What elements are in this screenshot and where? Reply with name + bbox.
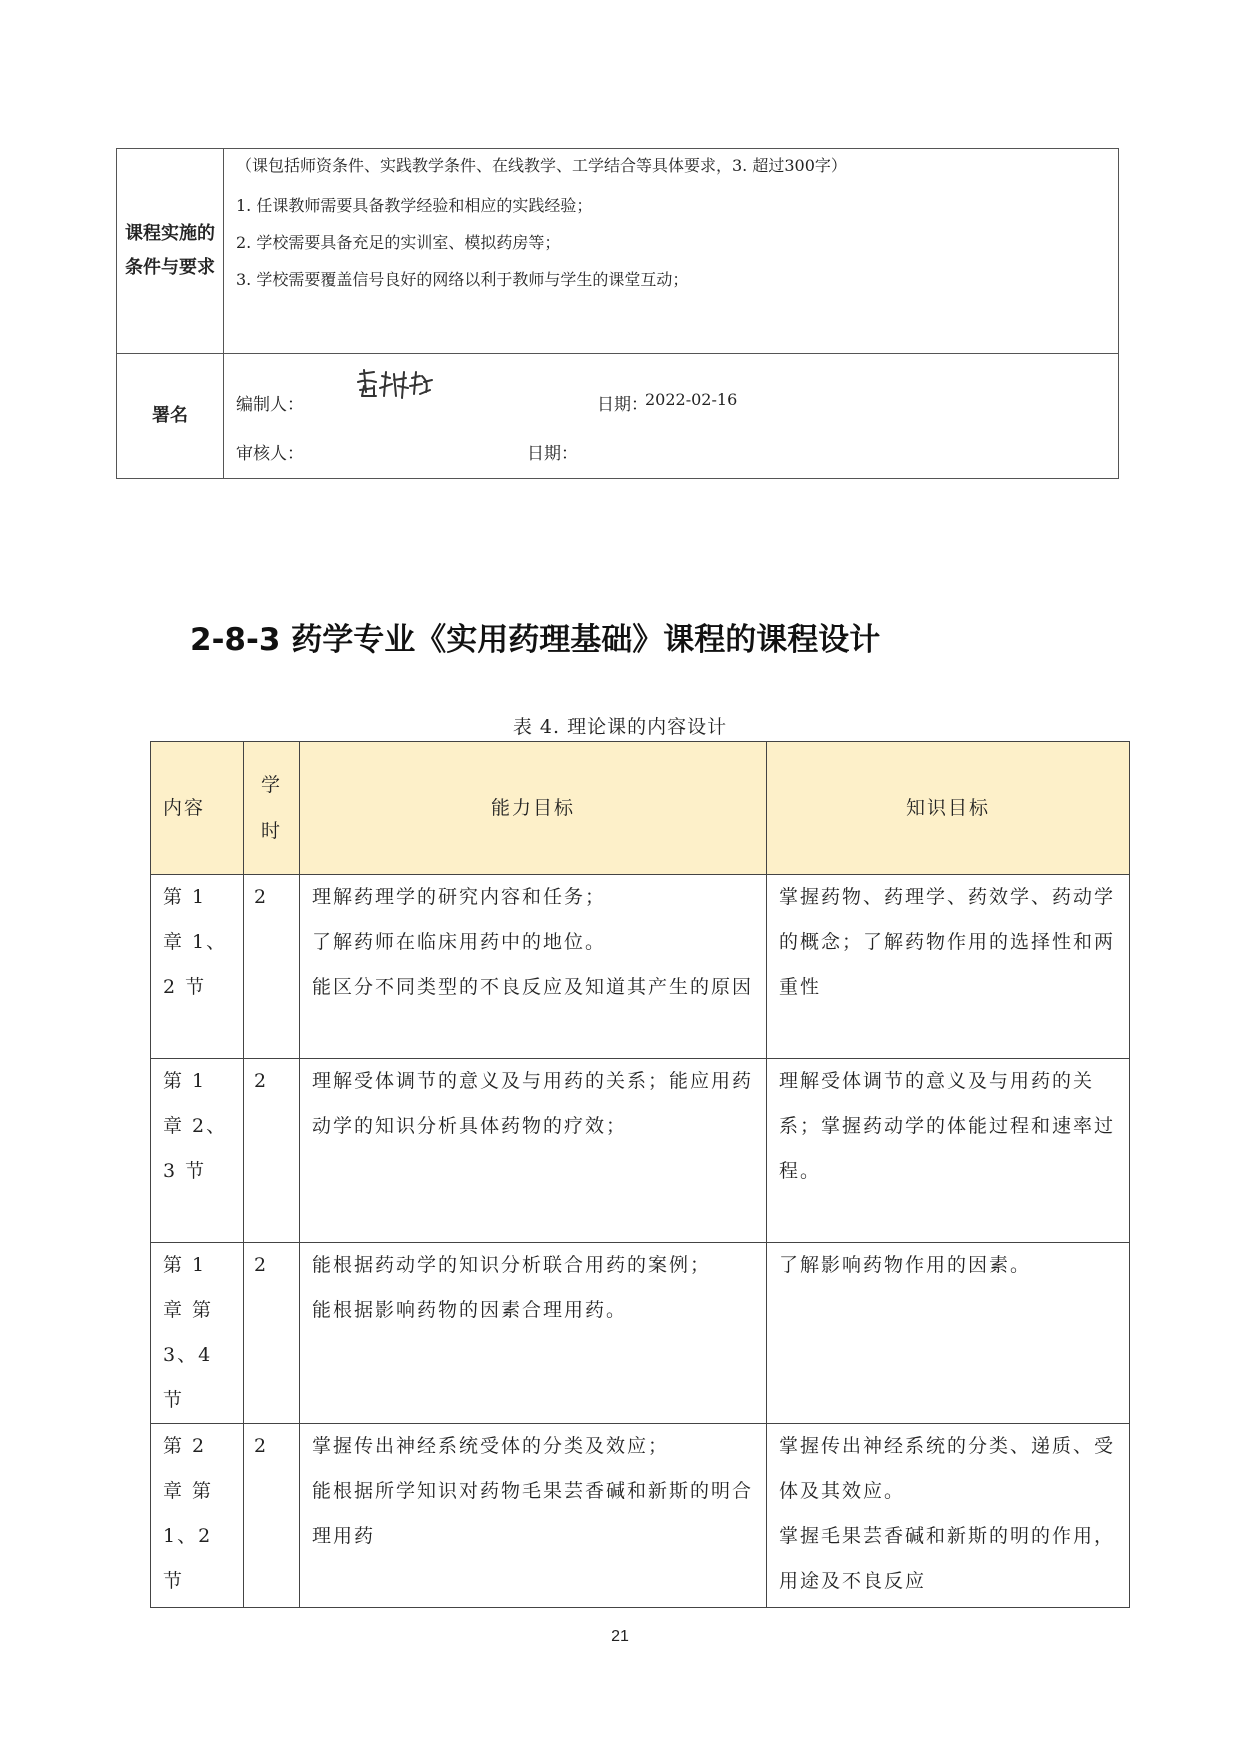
row-knowledge: 理解受体调节的意义及与用药的关系；掌握药动学的体能过程和速率过程。 bbox=[767, 1059, 1130, 1243]
table-row bbox=[151, 1059, 1130, 1243]
handwritten-signature bbox=[354, 366, 434, 406]
compile-date-label: 日期： bbox=[597, 395, 648, 415]
table-row bbox=[151, 875, 1130, 1059]
row-knowledge: 了解影响药物作用的因素。 bbox=[767, 1243, 1130, 1424]
implementation-table bbox=[116, 148, 1119, 479]
reviewer-label: 审核人： bbox=[236, 444, 304, 464]
section-title: 2-8-3 药学专业《实用药理基础》课程的课程设计 bbox=[190, 622, 881, 658]
row-hours: 2 bbox=[244, 1424, 300, 1608]
row-hours: 2 bbox=[244, 1059, 300, 1243]
requirement-item: 3. 学校需要覆盖信号良好的网络以利于教师与学生的课堂互动； bbox=[236, 270, 689, 289]
row-ability: 能根据药动学的知识分析联合用药的案例； 能根据影响药物的因素合理用药。 bbox=[300, 1243, 767, 1424]
compile-date: 2022-02-16 bbox=[645, 390, 738, 409]
signature-content-cell bbox=[224, 354, 1119, 479]
row-ability: 理解受体调节的意义及与用药的关系；能应用药动学的知识分析具体药物的疗效； bbox=[300, 1059, 767, 1243]
row-content: 第 1 章 1、2 节 bbox=[151, 875, 244, 1059]
compiler-label: 编制人： bbox=[236, 395, 304, 415]
table-header-row bbox=[151, 742, 1130, 875]
row-knowledge: 掌握传出神经系统的分类、递质、受体及其效应。 掌握毛果芸香碱和新斯的明的作用，用途及不良反应 bbox=[767, 1424, 1130, 1608]
review-date-label: 日期： bbox=[527, 444, 578, 464]
row-knowledge: 掌握药物、药理学、药效学、药动学的概念；了解药物作用的选择性和两重性 bbox=[767, 875, 1130, 1059]
row-content: 第 2 章 第 1、2 节 bbox=[151, 1424, 244, 1608]
signature-label-cell bbox=[117, 354, 224, 479]
row-hours: 2 bbox=[244, 1243, 300, 1424]
header-hours: 学 时 bbox=[244, 742, 300, 875]
page-number: 21 bbox=[611, 1628, 629, 1645]
implementation-content-cell bbox=[224, 149, 1119, 354]
row-hours: 2 bbox=[244, 875, 300, 1059]
row-ability: 掌握传出神经系统受体的分类及效应； 能根据所学知识对药物毛果芸香碱和新斯的明合理用药 bbox=[300, 1424, 767, 1608]
table-row bbox=[151, 1424, 1130, 1608]
row-content: 第 1 章 第 3、4 节 bbox=[151, 1243, 244, 1424]
signature-label: 署名 bbox=[152, 405, 188, 426]
implementation-label: 课程实施的条件与要求 bbox=[125, 223, 215, 278]
implementation-label-cell bbox=[117, 149, 224, 354]
header-knowledge: 知识目标 bbox=[767, 742, 1130, 875]
table-caption: 表 4. 理论课的内容设计 bbox=[512, 716, 728, 738]
content-design-table bbox=[150, 741, 1130, 1608]
row-ability: 理解药理学的研究内容和任务； 了解药师在临床用药中的地位。 能区分不同类型的不良反应及知道其产生的原因 bbox=[300, 875, 767, 1059]
implementation-note: （课包括师资条件、实践教学条件、在线教学、工学结合等具体要求，3. 超过300字） bbox=[236, 156, 847, 175]
table-row bbox=[151, 1243, 1130, 1424]
row-content: 第 1 章 2、3 节 bbox=[151, 1059, 244, 1243]
header-content: 内容 bbox=[151, 742, 244, 875]
header-ability: 能力目标 bbox=[300, 742, 767, 875]
requirement-item: 2. 学校需要具备充足的实训室、模拟药房等； bbox=[236, 233, 561, 252]
requirement-item: 1. 任课教师需要具备教学经验和相应的实践经验； bbox=[236, 196, 593, 215]
